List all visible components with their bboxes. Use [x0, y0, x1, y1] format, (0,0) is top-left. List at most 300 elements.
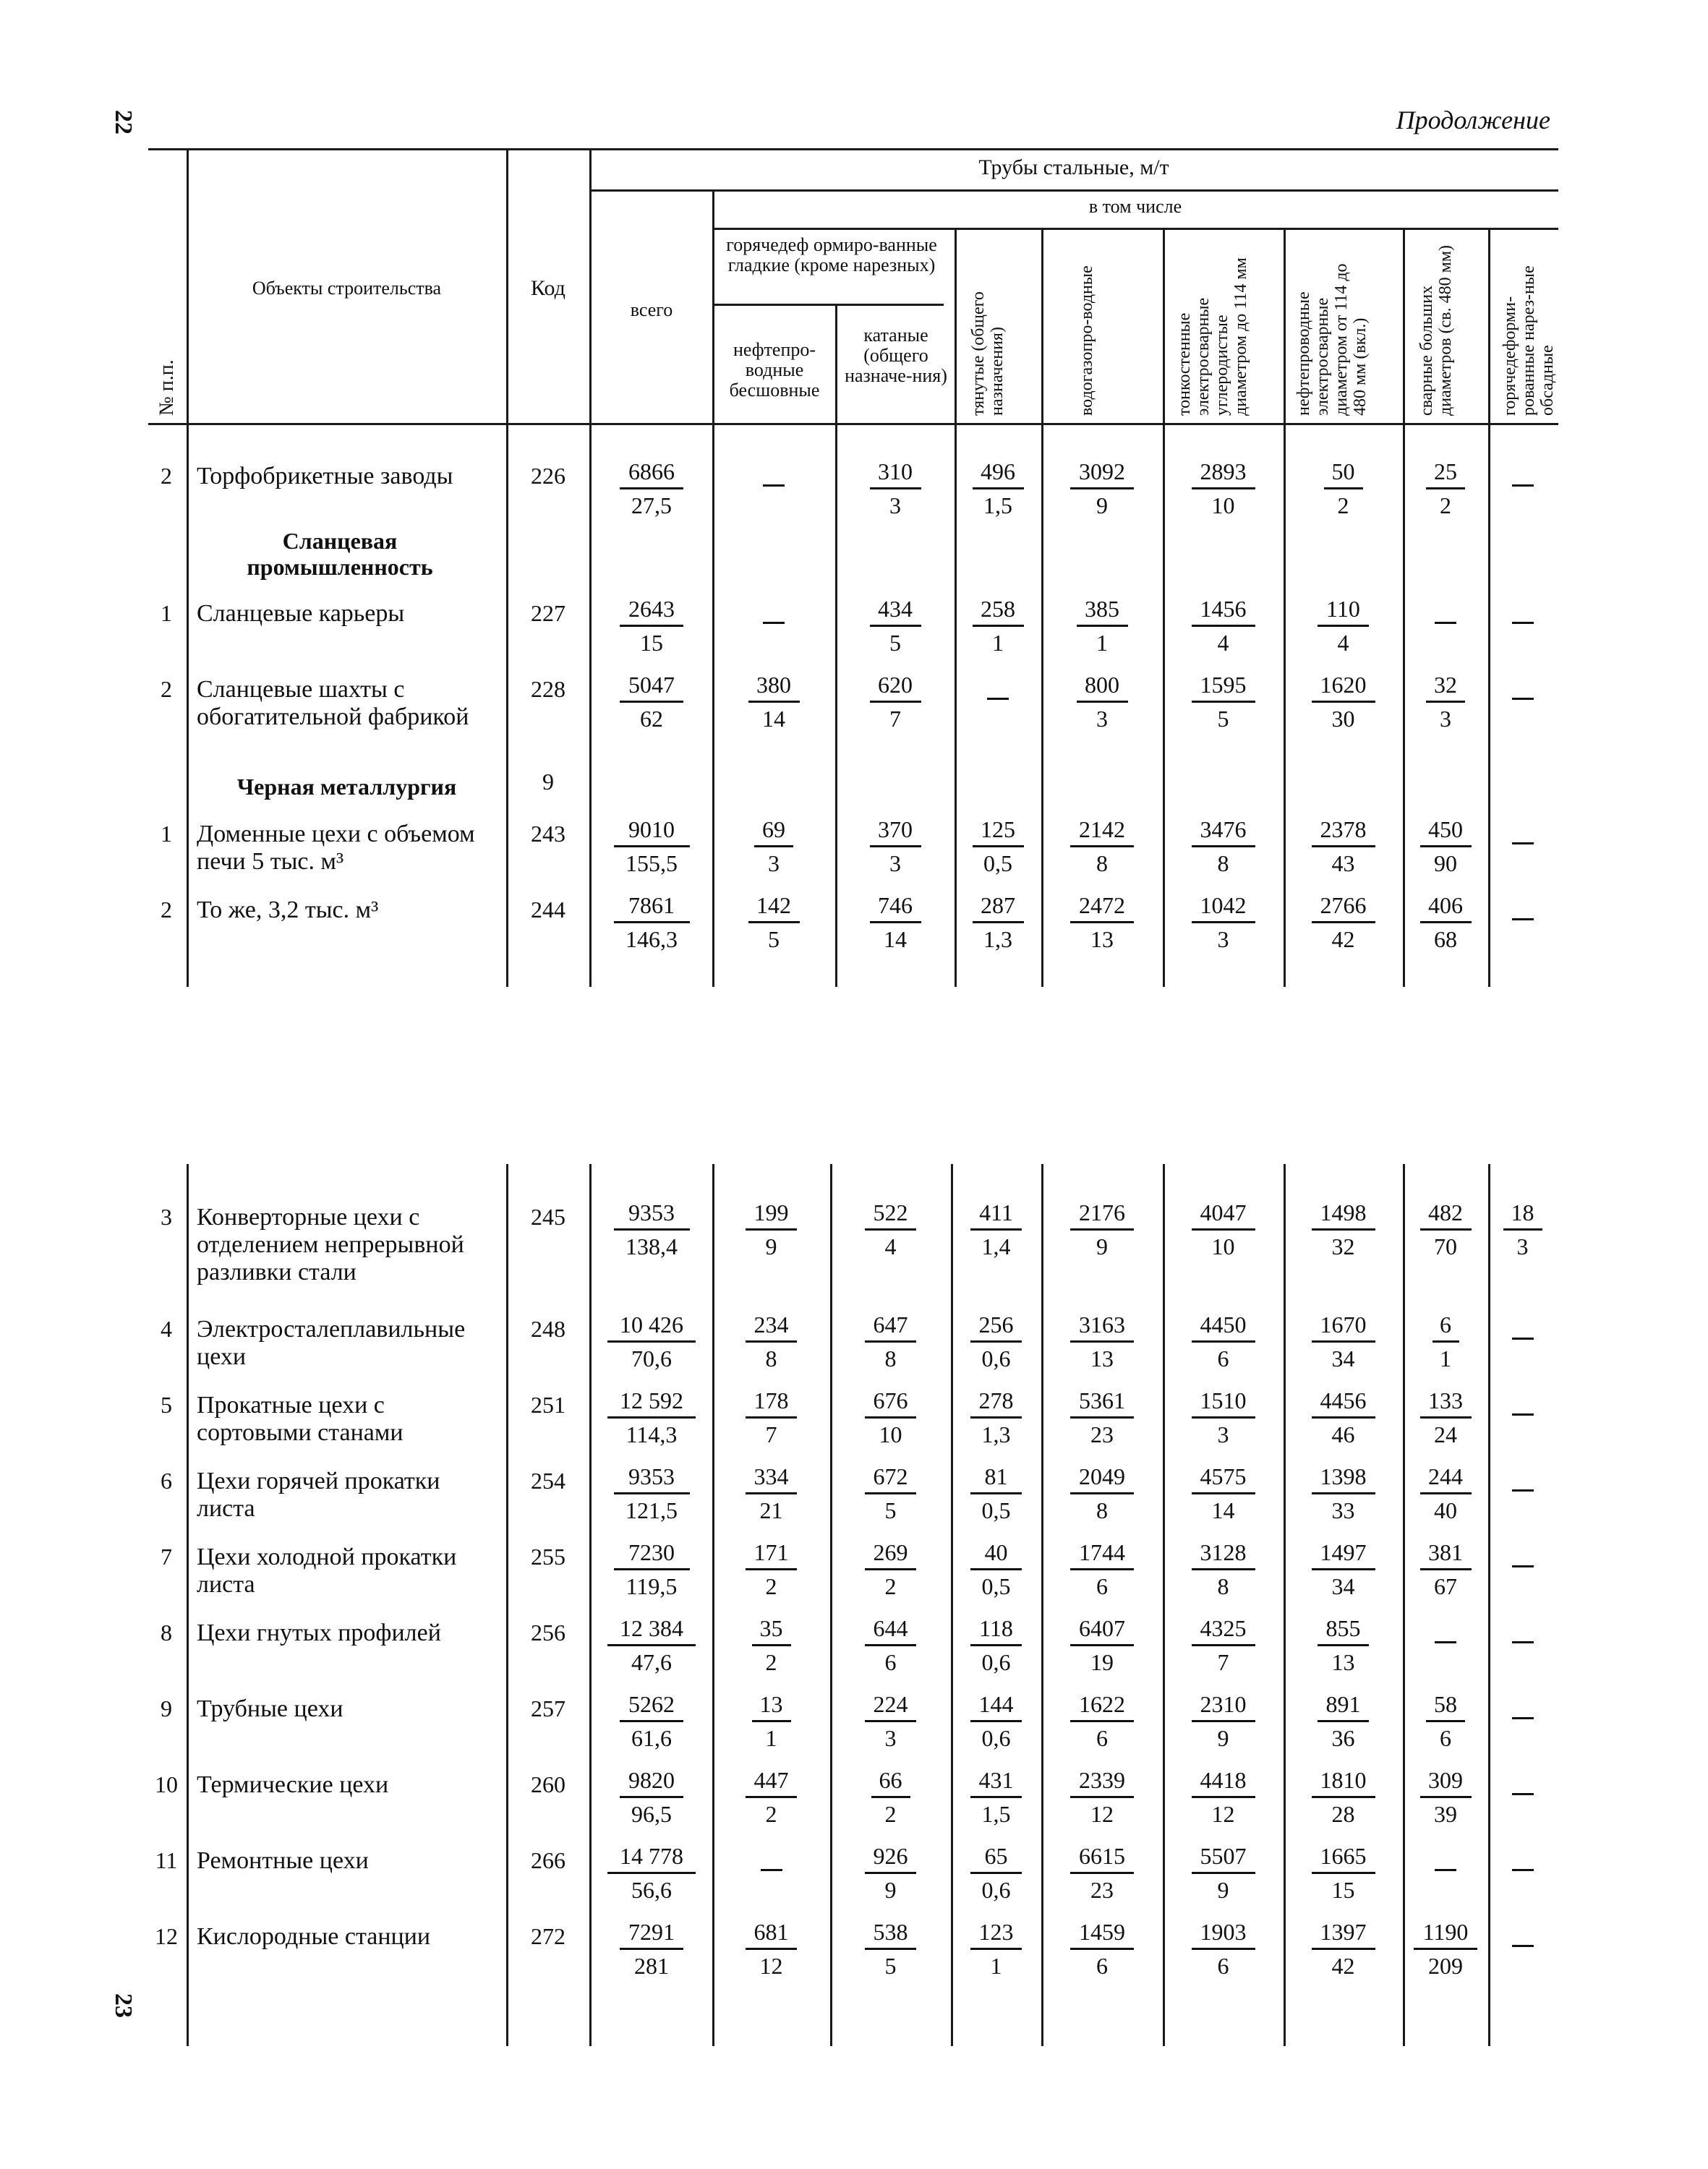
cell-value-tons: 3	[1440, 706, 1451, 732]
cell-total	[593, 1538, 710, 1601]
cell-value-meters: 14 778	[620, 1843, 683, 1869]
cell-value-tons: 4	[1337, 630, 1349, 656]
continuation-label: Продолжение	[1396, 106, 1550, 134]
cell-dash-casing	[1512, 1641, 1534, 1643]
cell-value-meters: 2766	[1320, 892, 1367, 918]
cell-dash-drawn	[987, 698, 1009, 700]
fraction-bar	[614, 1492, 690, 1494]
cell-large	[1405, 1386, 1486, 1449]
cell-value-tons: 15	[640, 630, 663, 656]
header-num: № п.п.	[155, 359, 178, 416]
cell-water	[1043, 1386, 1161, 1449]
cell-value-tons: 9	[1217, 1725, 1229, 1751]
row-code: 256	[531, 1620, 565, 1646]
cell-large	[1405, 815, 1486, 878]
cell-value-tons: 42	[1331, 1953, 1355, 1979]
cell-dash-casing	[1512, 698, 1534, 700]
fraction-bar	[746, 1568, 797, 1570]
cell-dash-large	[1435, 1869, 1456, 1871]
cell-value-meters: 3163	[1079, 1312, 1125, 1338]
row-code: 243	[531, 821, 565, 847]
cell-value-meters: 538	[873, 1919, 908, 1945]
row-code: 245	[531, 1204, 565, 1230]
cell-large	[1405, 1766, 1486, 1828]
row-code: 226	[531, 463, 565, 489]
cell-value-meters: 3476	[1200, 816, 1247, 842]
row-object-name: Прокатные цехи с сортовыми станами	[197, 1392, 403, 1446]
row-code: 255	[531, 1544, 565, 1570]
cell-value-tons: 42	[1331, 926, 1355, 952]
cell-value-meters: 310	[878, 458, 913, 484]
cell-value-meters: 65	[984, 1843, 1008, 1869]
row-object-name: Цехи горячей прокатки листа	[197, 1468, 440, 1522]
row-object-name: Цехи гнутых профилей	[197, 1620, 441, 1646]
fraction-bar	[754, 845, 793, 847]
cell-value-tons: 46	[1331, 1421, 1355, 1447]
cell-value-tons: 4	[884, 1233, 897, 1259]
cell-value-tons: 9	[884, 1877, 897, 1903]
cell-water	[1043, 1538, 1161, 1601]
cell-value-tons: 8	[1096, 850, 1108, 876]
fraction-bar	[1420, 845, 1472, 847]
cell-value-meters: 6615	[1079, 1843, 1125, 1869]
cell-value-tons: 0,6	[981, 1725, 1011, 1751]
row-number: 7	[161, 1544, 172, 1570]
fraction-bar	[1192, 1872, 1255, 1874]
row-number: 5	[161, 1392, 172, 1418]
cell-thin	[1165, 594, 1281, 657]
fraction-bar	[748, 701, 800, 703]
cell-value-meters: 5507	[1200, 1843, 1247, 1869]
cell-value-tons: 43	[1331, 850, 1355, 876]
row-object-name: Сланцевые шахты с обогатительной фабрикой	[197, 676, 469, 730]
cell-oil	[714, 891, 833, 954]
cell-value-meters: 4325	[1200, 1615, 1247, 1641]
cell-large	[1405, 1310, 1486, 1373]
cell-value-meters: 9353	[628, 1199, 675, 1225]
cell-oilpipe	[1286, 1538, 1401, 1601]
row-code: 251	[531, 1392, 565, 1418]
cell-value-meters: 10 426	[620, 1312, 683, 1338]
cell-value-tons: 15	[1331, 1877, 1355, 1903]
cell-total	[593, 815, 710, 878]
fraction-bar	[1420, 921, 1472, 923]
cell-value-meters: 672	[873, 1463, 908, 1489]
cell-value-meters: 2176	[1079, 1199, 1125, 1225]
cell-value-meters: 6	[1440, 1312, 1451, 1338]
fraction-bar	[1070, 1644, 1134, 1646]
cell-thin	[1165, 1614, 1281, 1677]
row-object-name: Торфобрикетные заводы	[197, 463, 453, 489]
cell-dash-casing	[1512, 1945, 1534, 1947]
cell-value-meters: 891	[1325, 1691, 1361, 1717]
fraction-bar	[607, 1340, 696, 1343]
fraction-bar	[620, 625, 683, 627]
fraction-bar	[970, 1568, 1022, 1570]
cell-drawn	[953, 1462, 1039, 1525]
cell-dash-oil	[761, 1869, 782, 1871]
cell-value-tons: 67	[1434, 1573, 1457, 1599]
cell-value-tons: 7	[1217, 1649, 1229, 1675]
fraction-bar	[870, 487, 921, 489]
cell-value-tons: 14	[1211, 1497, 1235, 1523]
cell-oilpipe	[1286, 815, 1401, 878]
cell-value-tons: 10	[1211, 1233, 1235, 1259]
cell-value-tons: 30	[1331, 706, 1355, 732]
cell-value-meters: 411	[979, 1199, 1013, 1225]
cell-value-meters: 496	[981, 458, 1015, 484]
cell-large	[1405, 1917, 1486, 1980]
row-number: 2	[161, 463, 172, 489]
cell-value-meters: 3092	[1079, 458, 1125, 484]
fraction-bar	[1312, 921, 1375, 923]
cell-value-tons: 3	[1096, 706, 1108, 732]
cell-value-tons: 6	[1440, 1725, 1451, 1751]
cell-rolled	[832, 1917, 949, 1980]
cell-value-meters: 2472	[1079, 892, 1125, 918]
cell-value-meters: 676	[873, 1387, 908, 1413]
cell-value-meters: 171	[753, 1539, 789, 1565]
cell-value-meters: 1670	[1320, 1312, 1367, 1338]
cell-value-meters: 855	[1325, 1615, 1361, 1641]
row-number: 11	[155, 1847, 178, 1873]
cell-value-tons: 34	[1331, 1346, 1355, 1372]
fraction-bar	[1070, 1796, 1134, 1798]
cell-total	[593, 670, 710, 733]
fraction-bar	[746, 1492, 797, 1494]
cell-value-meters: 644	[873, 1615, 908, 1641]
cell-value-meters: 69	[762, 816, 785, 842]
cell-large	[1405, 1538, 1486, 1601]
cell-value-tons: 8	[1217, 1573, 1229, 1599]
header-drawn: тянутые (общего назначения)	[969, 291, 1007, 416]
fraction-bar	[620, 1796, 683, 1798]
cell-water	[1043, 1462, 1161, 1525]
fraction-bar	[1070, 487, 1134, 489]
fraction-bar	[620, 1720, 683, 1722]
fraction-bar	[973, 845, 1024, 847]
row-object-name: То же, 3,2 тыс. м³	[197, 897, 379, 923]
fraction-bar	[1312, 1492, 1375, 1494]
cell-water	[1043, 891, 1161, 954]
cell-value-tons: 6	[1096, 1725, 1108, 1751]
fraction-bar	[870, 921, 921, 923]
page-number-bottom: 23	[110, 1993, 137, 2018]
header-hot-deformed: горячедеф ормиро-ванные гладкие (кроме нарезных)	[726, 234, 937, 275]
fraction-bar	[1070, 1340, 1134, 1343]
cell-value-tons: 3	[889, 492, 901, 518]
cell-value-tons: 114,3	[625, 1421, 678, 1447]
cell-oilpipe	[1286, 1310, 1401, 1373]
cell-value-meters: 125	[981, 816, 1015, 842]
cell-value-meters: 1190	[1422, 1919, 1469, 1945]
fraction-bar	[1312, 1948, 1375, 1950]
cell-value-meters: 6866	[628, 458, 675, 484]
cell-water	[1043, 1690, 1161, 1753]
fraction-bar	[870, 701, 921, 703]
cell-value-tons: 33	[1331, 1497, 1355, 1523]
cell-dash-casing	[1512, 1869, 1534, 1871]
cell-value-tons: 13	[1090, 1346, 1114, 1372]
fraction-bar	[746, 1228, 797, 1231]
cell-value-tons: 3	[884, 1725, 897, 1751]
cell-value-tons: 96,5	[631, 1801, 672, 1827]
cell-large	[1405, 1462, 1486, 1525]
cell-value-meters: 4456	[1320, 1387, 1367, 1413]
cell-water	[1043, 815, 1161, 878]
cell-water	[1043, 594, 1161, 657]
cell-value-tons: 2	[884, 1801, 897, 1827]
cell-value-meters: 434	[878, 596, 913, 622]
fraction-bar	[1312, 1340, 1375, 1343]
cell-oil	[714, 1198, 828, 1261]
cell-value-meters: 450	[1428, 816, 1463, 842]
cell-oilpipe	[1286, 1841, 1401, 1904]
header-oil-seamless: нефтепро-водные бесшовные	[729, 339, 820, 401]
cell-oil	[714, 1386, 828, 1449]
cell-value-meters: 482	[1428, 1199, 1463, 1225]
fraction-bar	[871, 1796, 910, 1798]
fraction-bar	[1414, 1948, 1477, 1950]
header-objects: Объекты строительства	[252, 278, 442, 299]
cell-value-meters: 66	[879, 1767, 902, 1793]
fraction-bar	[1070, 1492, 1134, 1494]
cell-value-meters: 58	[1434, 1691, 1457, 1717]
header-thin-wall: тонкостенные электросварные углеродистые диаметром до 114 мм	[1175, 257, 1250, 416]
cell-value-meters: 620	[878, 672, 913, 698]
cell-water	[1043, 1614, 1161, 1677]
cell-value-meters: 926	[873, 1843, 908, 1869]
cell-thin	[1165, 670, 1281, 733]
fraction-bar	[1192, 1492, 1255, 1494]
fraction-bar	[1192, 1948, 1255, 1950]
cell-value-tons: 5	[884, 1953, 897, 1979]
cell-oilpipe	[1286, 891, 1401, 954]
cell-value-meters: 380	[756, 672, 791, 698]
fraction-bar	[614, 1568, 690, 1570]
fraction-bar	[970, 1340, 1022, 1343]
cell-thin	[1165, 1841, 1281, 1904]
fraction-bar	[1077, 701, 1128, 703]
cell-value-tons: 12	[759, 1953, 783, 1979]
cell-value-meters: 2893	[1200, 458, 1247, 484]
fraction-bar	[1192, 487, 1255, 489]
cell-dash-casing	[1512, 622, 1534, 624]
cell-value-tons: 1,4	[981, 1233, 1011, 1259]
cell-value-meters: 1665	[1320, 1843, 1367, 1869]
header-including: в том числе	[1088, 196, 1182, 217]
fraction-bar	[1192, 1720, 1255, 1722]
cell-value-meters: 287	[981, 892, 1015, 918]
cell-oil	[714, 1766, 828, 1828]
row-object-name: Цехи холодной прокатки листа	[197, 1544, 457, 1598]
cell-value-meters: 142	[756, 892, 791, 918]
cell-value-meters: 81	[984, 1463, 1008, 1489]
cell-value-meters: 7291	[628, 1919, 675, 1945]
cell-value-meters: 199	[753, 1199, 789, 1225]
cell-value-tons: 36	[1331, 1725, 1355, 1751]
cell-value-meters: 406	[1428, 892, 1463, 918]
row-object-name: Термические цехи	[197, 1771, 389, 1798]
fraction-bar	[1312, 1568, 1375, 1570]
cell-oilpipe	[1286, 1614, 1401, 1677]
cell-value-meters: 9353	[628, 1463, 675, 1489]
fraction-bar	[970, 1872, 1022, 1874]
fraction-bar	[1192, 1796, 1255, 1798]
cell-total	[593, 1462, 710, 1525]
fraction-bar	[1070, 1720, 1134, 1722]
cell-thin	[1165, 1538, 1281, 1601]
fraction-bar	[1324, 487, 1363, 489]
fraction-bar	[970, 1416, 1022, 1419]
cell-drawn	[953, 1538, 1039, 1601]
cell-oil	[714, 815, 833, 878]
fraction-bar	[1192, 845, 1255, 847]
cell-value-tons: 10	[1211, 492, 1235, 518]
header-pipes-title: Трубы стальные, м/т	[978, 155, 1169, 179]
row-object-name: Трубные цехи	[197, 1695, 343, 1722]
cell-value-tons: 9	[1217, 1877, 1229, 1903]
cell-value-tons: 23	[1090, 1421, 1114, 1447]
cell-value-tons: 1	[1096, 630, 1108, 656]
cell-value-meters: 4418	[1200, 1767, 1247, 1793]
fraction-bar	[1426, 701, 1465, 703]
cell-value-tons: 281	[634, 1953, 669, 1979]
fraction-bar	[748, 921, 800, 923]
cell-value-meters: 258	[981, 596, 1015, 622]
fraction-bar	[614, 1228, 690, 1231]
cell-value-tons: 23	[1090, 1877, 1114, 1903]
header-casing: горячедеформи-рованные нарез-ные обсадные	[1500, 265, 1557, 416]
cell-total	[593, 1614, 710, 1677]
fraction-bar	[620, 487, 683, 489]
cell-rolled	[832, 1462, 949, 1525]
fraction-bar	[870, 845, 921, 847]
cell-value-meters: 381	[1428, 1539, 1463, 1565]
cell-rolled	[837, 594, 953, 657]
cell-water	[1043, 457, 1161, 520]
cell-total	[593, 1386, 710, 1449]
cell-value-meters: 522	[873, 1199, 908, 1225]
fraction-bar	[865, 1872, 916, 1874]
row-code: 228	[531, 676, 565, 702]
cell-rolled	[832, 1310, 949, 1373]
cell-rolled	[832, 1841, 949, 1904]
cell-thin	[1165, 1310, 1281, 1373]
cell-value-tons: 1,3	[981, 1421, 1011, 1447]
cell-value-tons: 9	[1096, 1233, 1108, 1259]
cell-water	[1043, 670, 1161, 733]
cell-rolled	[832, 1690, 949, 1753]
cell-value-tons: 155,5	[625, 850, 678, 876]
cell-value-meters: 6407	[1079, 1615, 1125, 1641]
cell-value-meters: 1497	[1320, 1539, 1367, 1565]
fraction-bar	[865, 1568, 916, 1570]
cell-value-meters: 2142	[1079, 816, 1125, 842]
fraction-bar	[1426, 487, 1465, 489]
cell-value-tons: 6	[1217, 1346, 1229, 1372]
cell-value-tons: 8	[765, 1346, 777, 1372]
fraction-bar	[1426, 1720, 1465, 1722]
cell-value-tons: 70,6	[631, 1346, 672, 1372]
cell-value-tons: 32	[1331, 1233, 1355, 1259]
fraction-bar	[1432, 1340, 1459, 1343]
cell-value-tons: 146,3	[625, 926, 678, 952]
cell-value-tons: 6	[884, 1649, 897, 1675]
cell-value-meters: 118	[979, 1615, 1013, 1641]
cell-total	[593, 1841, 710, 1904]
cell-water	[1043, 1841, 1161, 1904]
cell-value-meters: 123	[978, 1919, 1014, 1945]
row-number: 10	[155, 1771, 178, 1797]
cell-value-tons: 2	[765, 1573, 777, 1599]
cell-value-tons: 3	[1516, 1233, 1529, 1259]
cell-thin	[1165, 1917, 1281, 1980]
cell-value-meters: 4450	[1200, 1312, 1247, 1338]
cell-value-meters: 278	[978, 1387, 1014, 1413]
cell-value-meters: 133	[1428, 1387, 1463, 1413]
fraction-bar	[1070, 1872, 1134, 1874]
cell-value-tons: 0,5	[981, 1497, 1011, 1523]
fraction-bar	[746, 1340, 797, 1343]
fraction-bar	[865, 1340, 916, 1343]
row-code: 244	[531, 897, 565, 923]
cell-thin	[1165, 1198, 1281, 1261]
cell-value-tons: 2	[884, 1573, 897, 1599]
fraction-bar	[746, 1948, 797, 1950]
header-rolled: катаные (общего назначе-ния)	[845, 325, 947, 386]
cell-value-tons: 1,3	[983, 926, 1012, 952]
row-number: 4	[161, 1316, 172, 1342]
cell-oilpipe	[1286, 1386, 1401, 1449]
cell-oilpipe	[1286, 457, 1401, 520]
cell-dash-casing	[1512, 842, 1534, 844]
row-object-name: Ремонтные цехи	[197, 1847, 369, 1874]
fraction-bar	[865, 1416, 916, 1419]
cell-value-tons: 40	[1434, 1497, 1457, 1523]
cell-value-tons: 21	[759, 1497, 783, 1523]
cell-large	[1405, 1690, 1486, 1753]
fraction-bar	[1420, 1416, 1472, 1419]
row-number: 1	[161, 600, 172, 626]
cell-oil	[714, 1614, 828, 1677]
cell-value-meters: 7861	[628, 892, 675, 918]
fraction-bar	[746, 1796, 797, 1798]
cell-dash-large	[1435, 622, 1456, 624]
row-number: 2	[161, 897, 172, 923]
fraction-bar	[752, 1720, 791, 1722]
cell-value-tons: 68	[1434, 926, 1457, 952]
fraction-bar	[614, 845, 690, 847]
cell-value-tons: 1	[765, 1725, 777, 1751]
fraction-bar	[1420, 1568, 1472, 1570]
cell-drawn	[953, 1198, 1039, 1261]
cell-value-tons: 10	[879, 1421, 902, 1447]
cell-dash-casing	[1512, 1793, 1534, 1795]
fraction-bar	[1070, 1948, 1134, 1950]
cell-drawn	[953, 1690, 1039, 1753]
cell-value-meters: 12 592	[620, 1387, 683, 1413]
cell-water	[1043, 1766, 1161, 1828]
cell-value-meters: 35	[759, 1615, 783, 1641]
cell-value-tons: 6	[1096, 1953, 1108, 1979]
row-number: 12	[155, 1923, 178, 1949]
fraction-bar	[1312, 845, 1375, 847]
cell-value-tons: 8	[1217, 850, 1229, 876]
fraction-bar	[1192, 921, 1255, 923]
section-shale: Сланцевая промышленность	[247, 528, 433, 580]
cell-oilpipe	[1286, 1198, 1401, 1261]
